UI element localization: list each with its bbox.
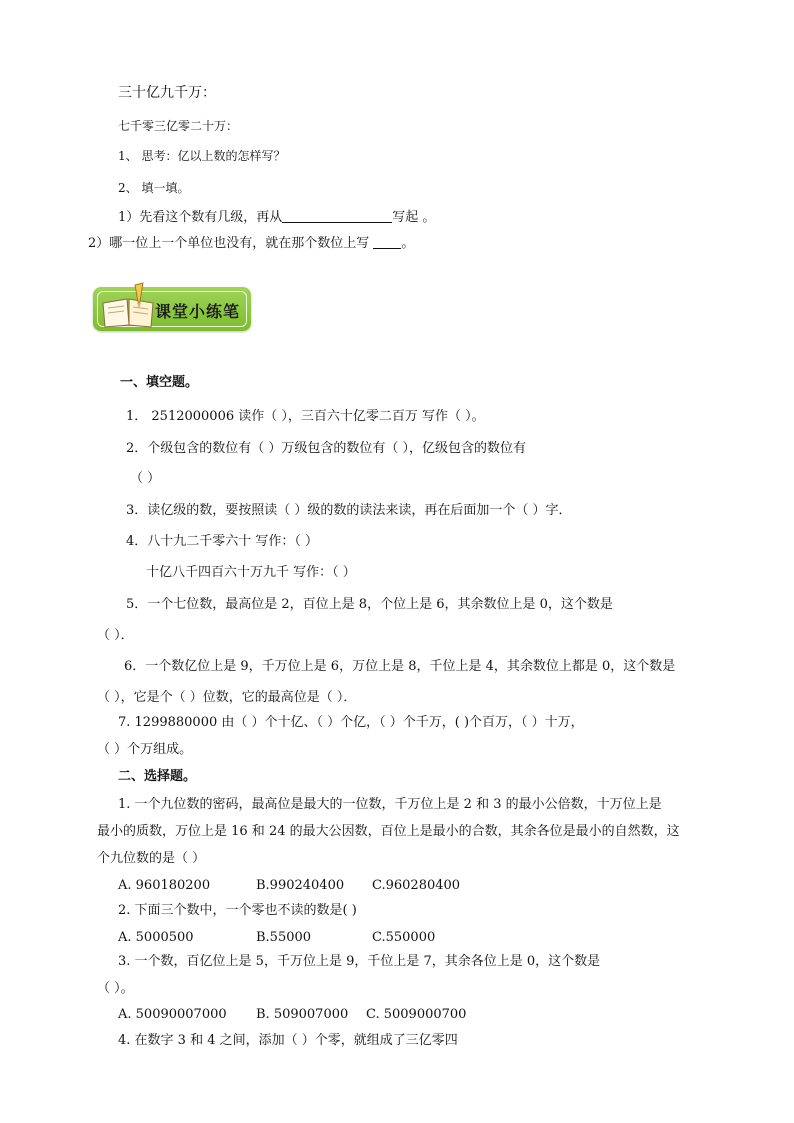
fill-question-6: 6．一个数亿位上是 9，千万位上是 6，万位上是 8，千位上是 4，其余数位上都是 0，这个数是 (124, 659, 676, 674)
section-heading-choice: 二、选择题。 (118, 769, 197, 784)
choice-question-1-cont: 最小的质数，万位上是 16 和 24 的最大公因数，百位上是最小的合数，其余各位是最小的自然数，这 (97, 824, 680, 839)
choice-1-option-a: A. 960180200 (118, 878, 211, 893)
choice-2-option-c: C.550000 (372, 930, 436, 945)
intro-line-6 (88, 234, 414, 253)
fill-question-2-cont: （ ） (130, 471, 161, 486)
intro-line-5 (118, 208, 435, 227)
intro-line-3: 1、 思考：亿以上数的怎样写？ (118, 149, 286, 163)
intro-line-6-text: 2）哪一位上一个单位也没有，就在那个数位上写 (88, 236, 374, 251)
intro-line-2: 七千零三亿零二十万： (118, 119, 239, 133)
choice-1-option-b: B.990240400 (256, 878, 345, 893)
banner-label: 课堂小练笔 (155, 302, 241, 321)
fill-question-4: 4．八十九二千零六十 写作：（ ） (126, 534, 319, 549)
fill-question-7-cont: （ ）个万组成。 (97, 742, 193, 757)
book-pencil-icon (99, 281, 159, 331)
choice-question-3-cont: （ ）。 (97, 981, 134, 996)
choice-3-option-a: A. 50090007000 (118, 1007, 227, 1022)
choice-2-option-a: A. 5000500 (118, 930, 194, 945)
section-banner (93, 287, 251, 331)
choice-question-2: 2. 下面三个数中，一个零也不读的数是( ) (118, 903, 357, 918)
intro-line-5-text: 1）先看这个数有几级，再从 (118, 210, 283, 225)
intro-line-1: 三十亿九千万： (118, 85, 216, 101)
intro-line-4: 2、 填一填。 (118, 181, 190, 195)
blank-line (373, 234, 401, 249)
fill-question-2: 2．个级包含的数位有（ ）万级包含的数位有（ ），亿级包含的数位有 (126, 441, 527, 456)
fill-question-5: 5．一个七位数，最高位是 2，百位上是 8，个位上是 6，其余数位上是 0，这个数是 (126, 597, 613, 612)
fill-question-6-cont: （ ），它是个（ ）位数，它的最高位是（ ）． (97, 690, 357, 705)
intro-line-6-tail: 。 (401, 236, 415, 251)
choice-3-option-c: C. 5009000700 (366, 1007, 467, 1022)
fill-question-5-cont: （ ）． (97, 628, 134, 643)
fill-question-4-cont: 十亿八千四百六十万九千 写作：（ ） (146, 565, 356, 580)
intro-line-5-tail: 写起 。 (392, 210, 436, 225)
choice-question-1: 1. 一个九位数的密码，最高位是最大的一位数，千万位上是 2 和 3 的最小公倍数，十万位上是 (118, 797, 662, 812)
fill-question-7: 7. 1299880000 由（ ）个十亿、（ ）个亿，（ ）个千万，( )个百万，（ ）十万， (118, 715, 584, 730)
choice-question-1-cont2: 个九位数的是（ ） (97, 851, 206, 866)
fill-question-1: 1． 2512000006 读作（ ），三百六十亿零二百万 写作（ ）。 (126, 409, 485, 424)
choice-1-option-c: C.960280400 (372, 878, 461, 893)
section-heading-fill: 一、填空题。 (120, 375, 199, 390)
fill-question-3: 3．读亿级的数，要按照读（ ）级的数的读法来读，再在后面加一个（ ）字． (126, 503, 572, 518)
choice-question-4: 4. 在数字 3 和 4 之间，添加（ ）个零，就组成了三亿零四 (118, 1033, 458, 1048)
choice-question-3: 3. 一个数，百亿位上是 5，千万位上是 9，千位上是 7，其余各位上是 0，这个数是 (118, 954, 601, 969)
choice-2-option-b: B.55000 (256, 930, 312, 945)
choice-3-option-b: B. 509007000 (256, 1007, 349, 1022)
blank-line (282, 208, 392, 223)
